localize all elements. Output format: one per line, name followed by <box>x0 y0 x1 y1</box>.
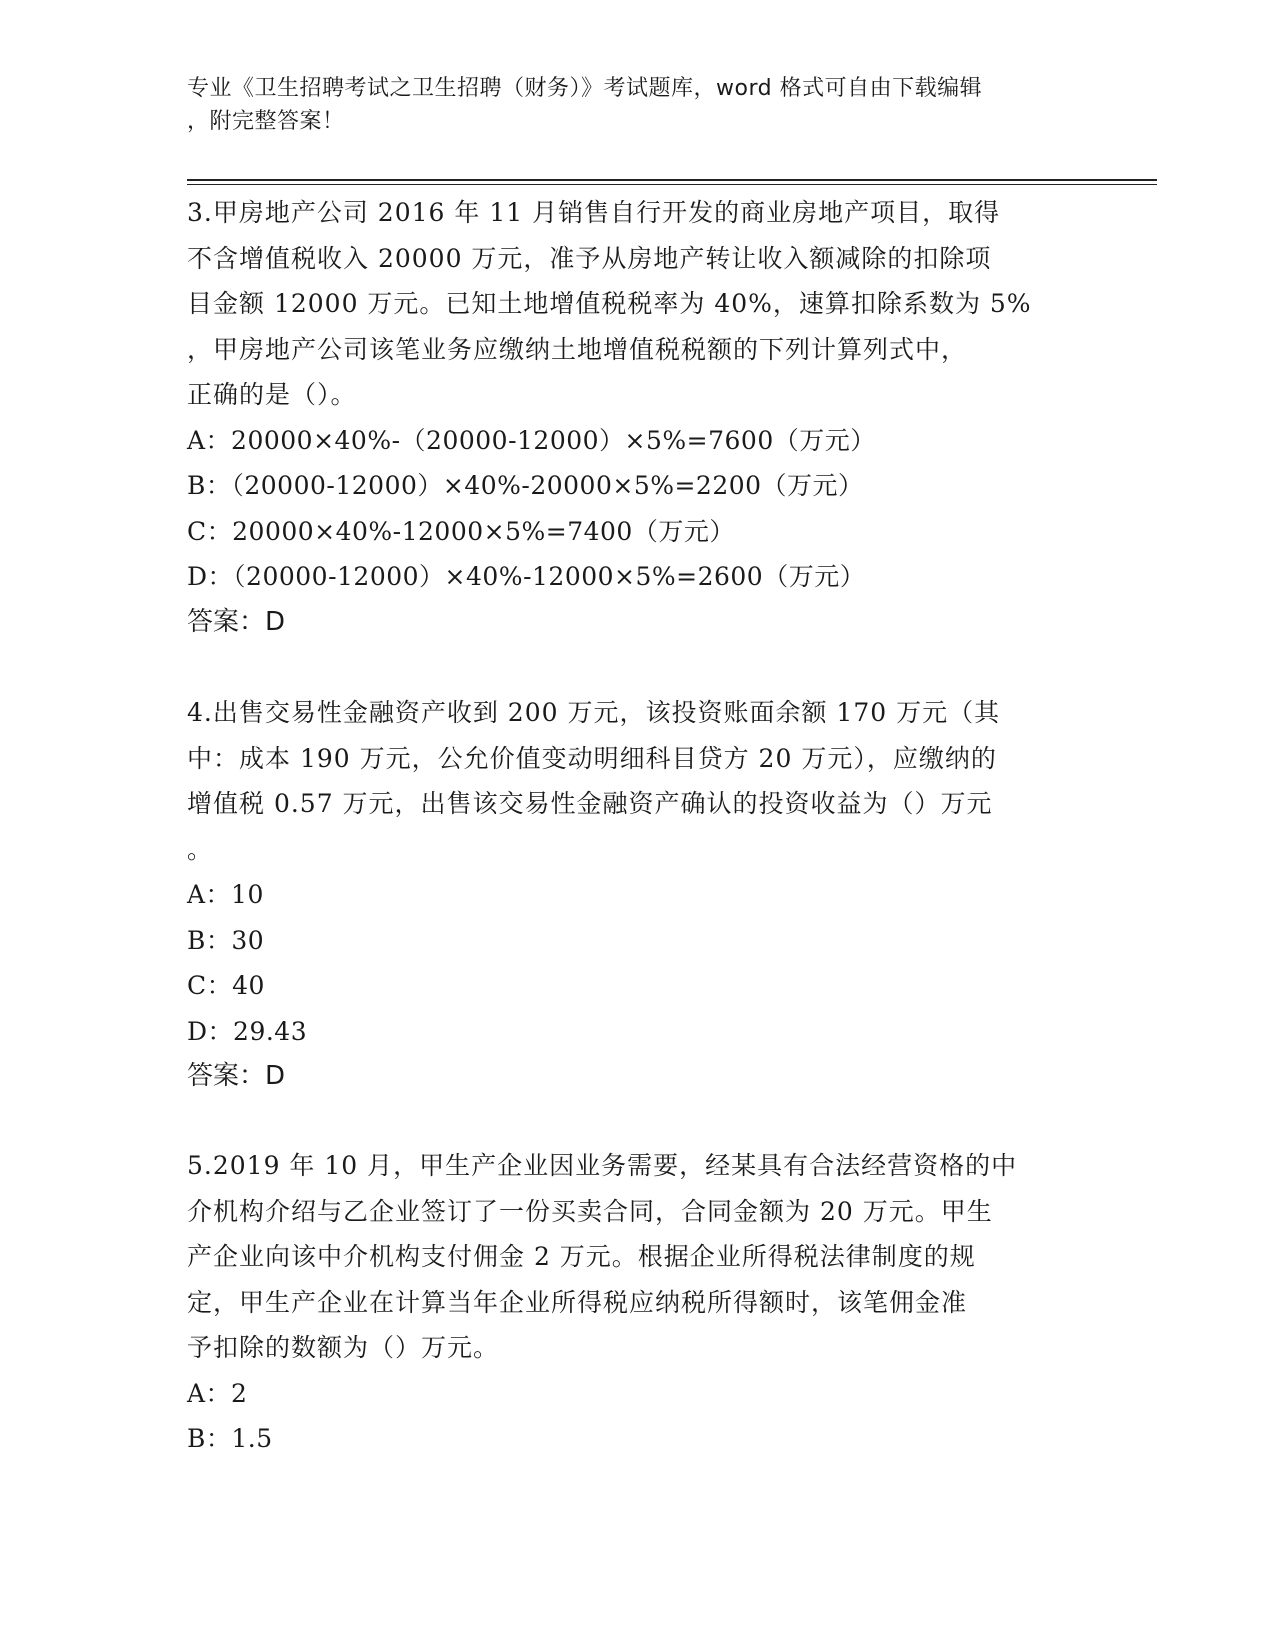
question-3 <box>187 190 1087 645</box>
question-stem-line: 定，甲生产企业在计算当年企业所得税应纳税所得额时，该笔佣金准 <box>187 1287 968 1317</box>
header-divider-thin <box>187 184 1157 185</box>
question-stem-line: 产企业向该中介机构支付佣金 2 万元。根据企业所得税法律制度的规 <box>187 1242 976 1271</box>
option-a: A：20000×40%-（20000-12000）×5%=7600（万元） <box>187 425 876 455</box>
question-5 <box>187 1143 1087 1462</box>
header-line-2: ，附完整答案！ <box>187 109 345 134</box>
header-divider <box>187 179 1157 181</box>
option-a: A：10 <box>187 880 264 909</box>
question-stem-line: 5.2019 年 10 月，甲生产企业因业务需要，经某具有合法经营资格的中 <box>187 1151 1018 1180</box>
question-stem-line: 予扣除的数额为（）万元。 <box>187 1333 500 1362</box>
option-d: D：（20000-12000）×40%-12000×5%=2600（万元） <box>187 562 866 591</box>
header-line-1: 专业《卫生招聘考试之卫生招聘（财务）》考试题库，word 格式可自由下载编辑 <box>187 76 983 101</box>
question-stem-line: 目金额 12000 万元。已知土地增值税税率为 40%，速算扣除系数为 5% <box>187 289 1032 318</box>
question-stem-line: 介机构介绍与乙企业签订了一份买卖合同，合同金额为 20 万元。甲生 <box>187 1196 993 1226</box>
question-stem-line: 4.出售交易性金融资产收到 200 万元，该投资账面余额 170 万元（其 <box>187 698 1001 727</box>
option-b: B：1.5 <box>187 1424 273 1453</box>
question-stem-line: 增值税 0.57 万元，出售该交易性金融资产确认的投资收益为（）万元 <box>187 789 993 818</box>
option-d: D：29.43 <box>187 1016 308 1046</box>
option-a: A：2 <box>187 1378 248 1408</box>
question-stem-line: ，甲房地产公司该笔业务应缴纳土地增值税税额的下列计算列式中， <box>187 334 968 364</box>
answer: 答案：D <box>187 606 286 637</box>
question-stem-line: 正确的是（）。 <box>187 380 357 409</box>
question-stem-line: 。 <box>187 834 214 864</box>
option-c: C：20000×40%-12000×5%=7400（万元） <box>187 516 735 546</box>
question-stem-line: 中：成本 190 万元，公允价值变动明细科目贷方 20 万元），应缴纳的 <box>187 743 997 773</box>
question-4 <box>187 690 1087 1100</box>
option-b: B：30 <box>187 925 265 955</box>
question-stem-line: 不含增值税收入 20000 万元，准予从房地产转让收入额减除的扣除项 <box>187 243 992 273</box>
answer: 答案：D <box>187 1061 286 1091</box>
option-c: C：40 <box>187 971 265 1000</box>
option-b: B：（20000-12000）×40%-20000×5%=2200（万元） <box>187 471 864 500</box>
document-header <box>187 72 1087 138</box>
question-stem-line: 3.甲房地产公司 2016 年 11 月销售自行开发的商业房地产项目，取得 <box>187 198 1001 227</box>
